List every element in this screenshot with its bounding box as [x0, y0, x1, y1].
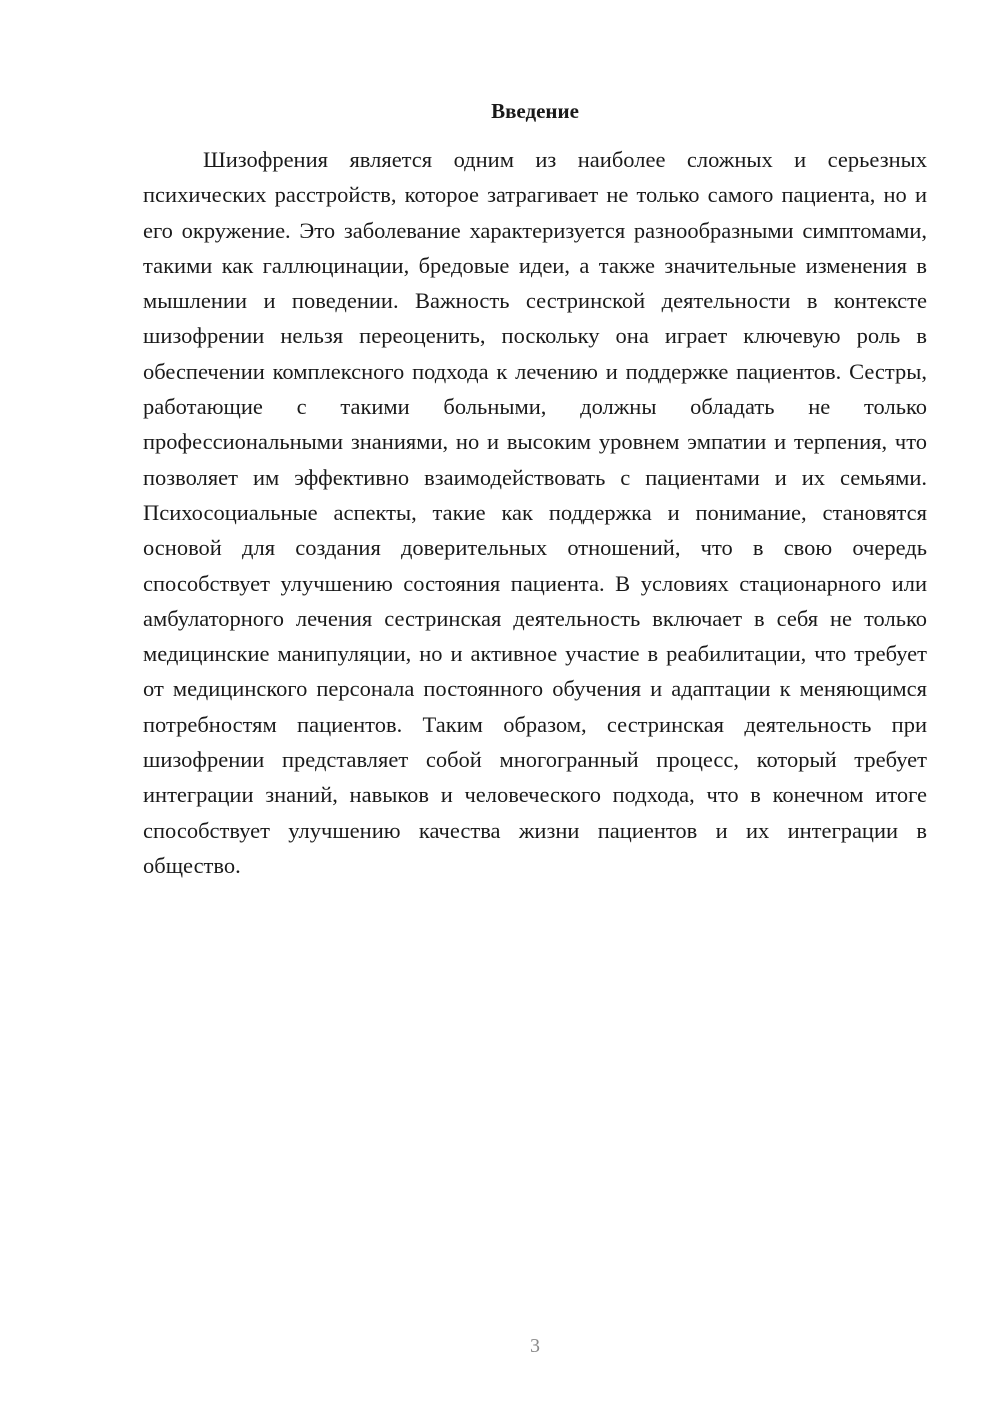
page-number: 3: [530, 1335, 540, 1357]
body-paragraph: Шизофрения является одним из наиболее сложных и серьезных психических расстройств, которое затрагивает не только самого пациента, но и его окружение. Это заболевание характеризуется разнообразными симптомами, такими как галлюцинации, бредовые идеи, а также значительные изменения в мышлении и поведении. Важность сестринской деятельности в контексте шизофрении нельзя переоценить, поскольку она играет ключевую роль в обеспечении комплексного подхода к лечению и поддержке пациентов. Сестры, работающие с такими больными, должны обладать не только профессиональными знаниями, но и высоким уровнем эмпатии и терпения, что позволяет им эффективно взаимодействовать с пациентами и их семьями. Психосоциальные аспекты, такие как поддержка и понимание, становятся основой для создания доверительных отношений, что в свою очередь способствует улучшению состояния пациента. В условиях стационарного или амбулаторного лечения сестринская деятельность включает в себя не только медицинские манипуляции, но и активное участие в реабилитации, что требует от медицинского персонала постоянного обучения и адаптации к меняющимся потребностям пациентов. Таким образом, сестринская деятельность при шизофрении представляет собой многогранный процесс, который требует интеграции знаний, навыков и человеческого подхода, что в конечном итоге способствует улучшению качества жизни пациентов и их интеграции в общество.: [143, 147, 927, 878]
section-title: Введение: [491, 99, 579, 123]
